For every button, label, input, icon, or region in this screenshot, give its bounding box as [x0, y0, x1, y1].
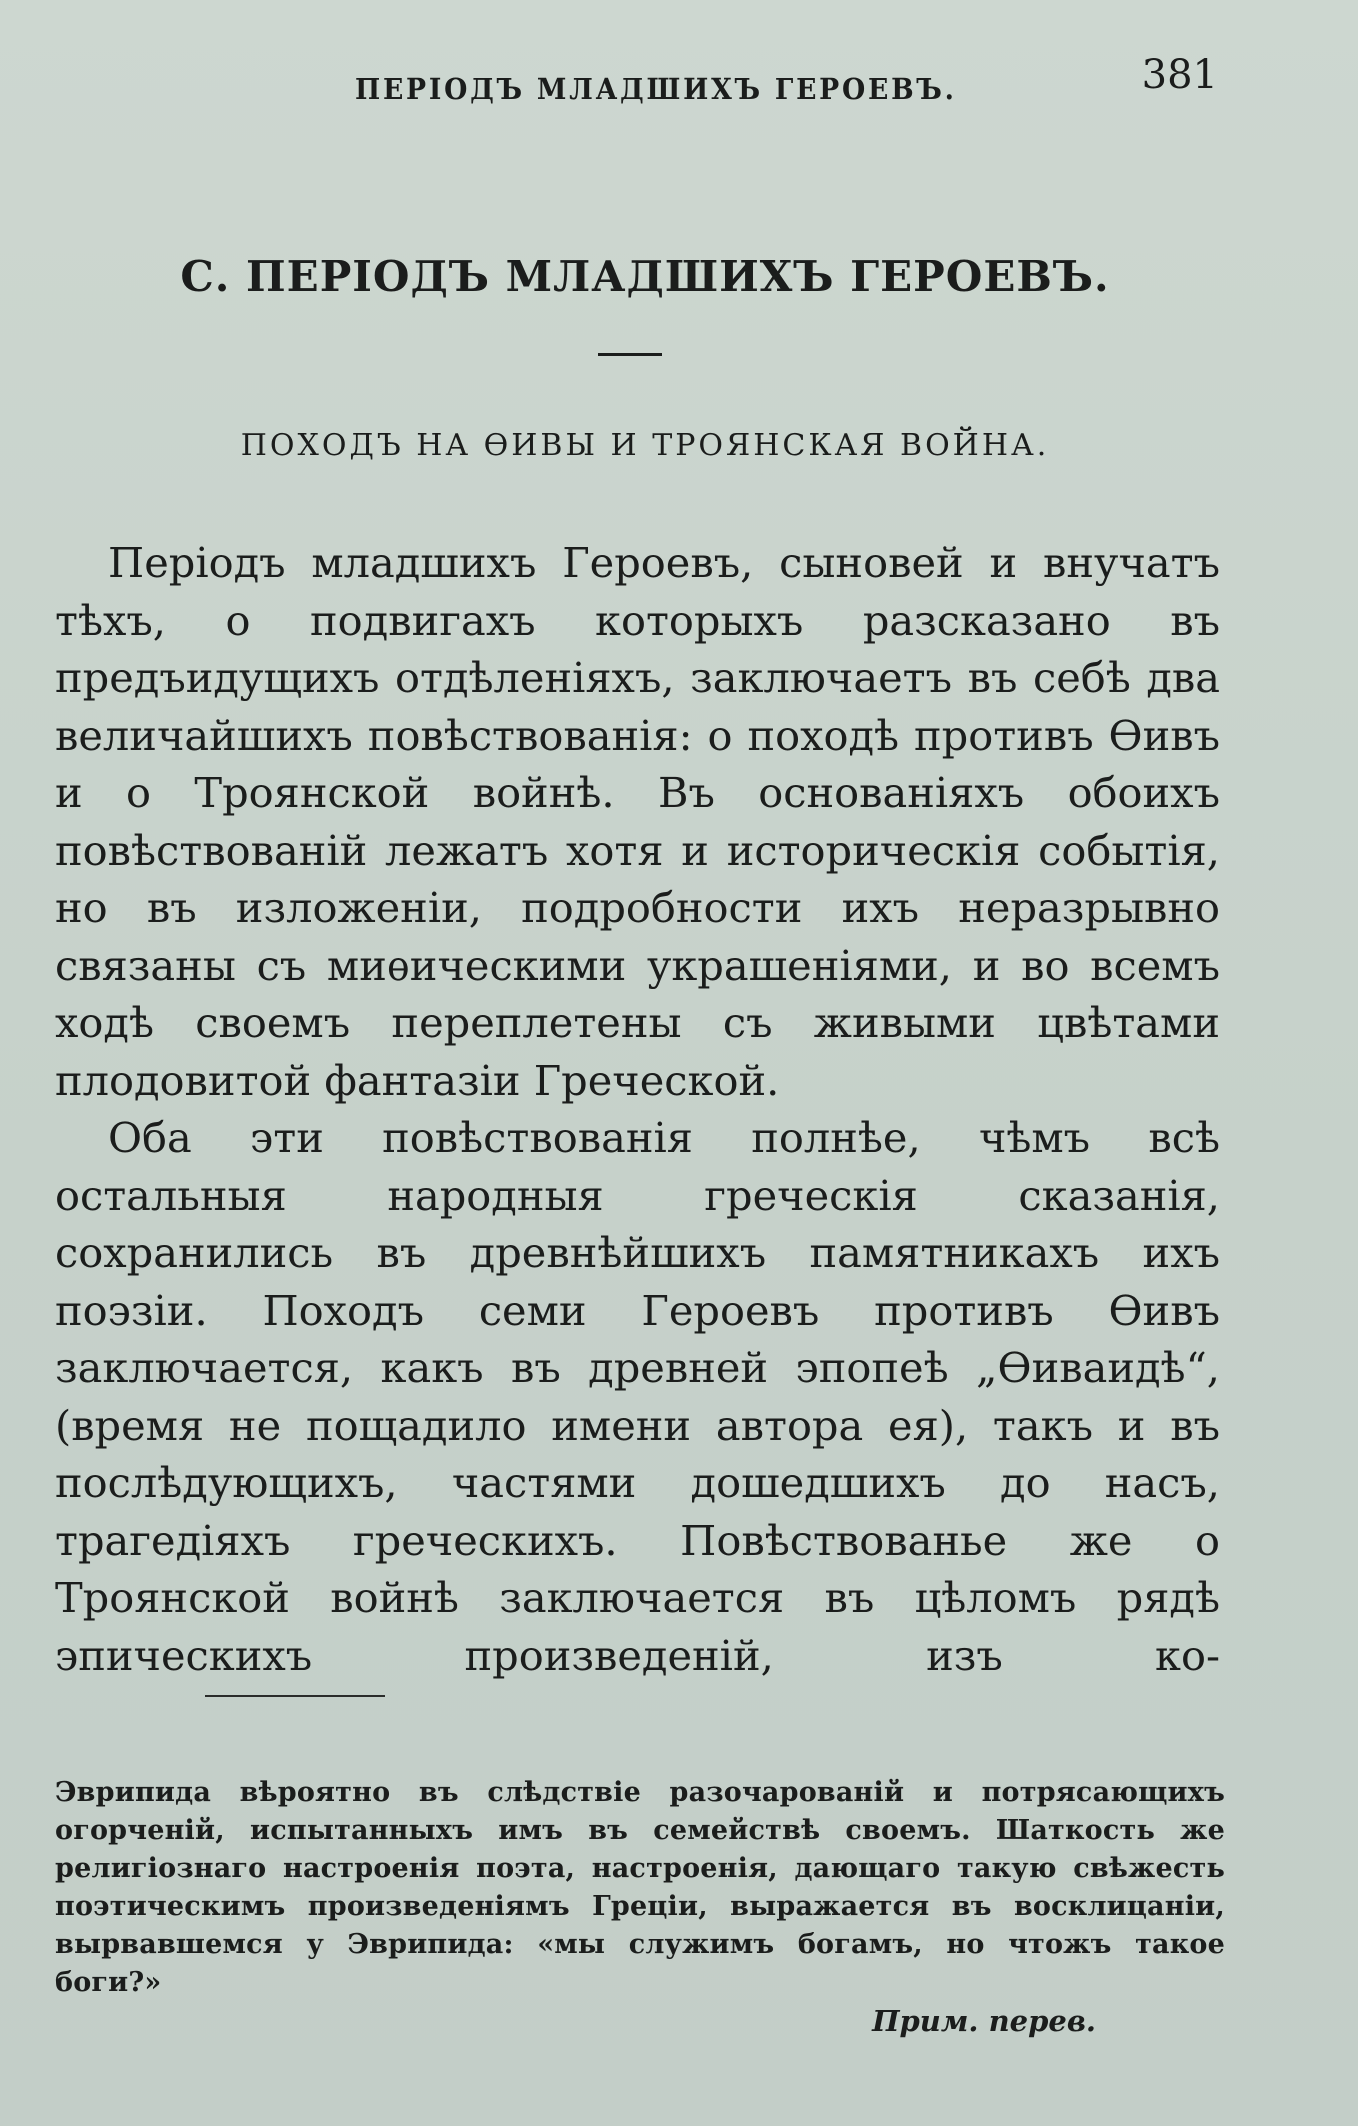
paragraph: Періодъ младшихъ Героевъ, сыновей и внучатъ тѣхъ, о подвигахъ которыхъ разсказано въ предъидущихъ отдѣленіяхъ, заключаетъ въ себѣ два величайшихъ повѣствованія: о походѣ противъ Ѳивъ и о Троянской войнѣ. Въ основаніяхъ обоихъ повѣствованій лежатъ хотя и историческія событія, но въ изложеніи, подробности ихъ неразрывно связаны съ миѳическими украшеніями, и во всемъ ходѣ своемъ переплетены съ живыми цвѣтами плодовитой фантазіи Греческой.: [55, 538, 1220, 1105]
page-number: 381: [1141, 52, 1218, 98]
section-subtitle: ПОХОДЪ НА ѲИВЫ И ТРОЯНСКАЯ ВОЙНА.: [240, 428, 1050, 463]
running-title: ПЕРІОДЪ МЛАДШИХЪ ГЕРОЕВЪ.: [355, 72, 957, 106]
footnote-text: Эврипида вѣроятно въ слѣдствіе разочарованій и потрясающихъ огорченій, испытанныхъ имъ въ семействѣ своемъ. Шаткость же религіознаго настроенія поэта, настроенія, дающаго такую свѣжесть поэтическимъ произведеніямъ Греціи, выражается въ восклицаніи, вырвавшемся у Эврипида: «мы служимъ богамъ, но чтожъ такое боги?»: [55, 1777, 1225, 1998]
footnote-signature: Прим. перев.: [872, 2004, 1096, 2038]
footnote-divider: [205, 1695, 385, 1697]
main-text: [55, 534, 1220, 1684]
section-divider: [598, 353, 662, 356]
section-title: С. ПЕРІОДЪ МЛАДШИХЪ ГЕРОЕВЪ.: [180, 252, 1110, 301]
paragraph: Оба эти повѣствованія полнѣе, чѣмъ всѣ остальныя народныя греческія сказанія, сохранились въ древнѣйшихъ памятникахъ ихъ поэзіи. Походъ семи Героевъ противъ Ѳивъ заключается, какъ въ древней эпопеѣ „Ѳиваидѣ“, (время не пощадило имени автора ея), такъ и въ послѣдующихъ, частями дошедшихъ до насъ, трагедіяхъ греческихъ. Повѣствованье же о Троянской войнѣ заключается въ цѣломъ рядѣ эпическихъ произведеній, изъ ко-: [55, 1113, 1220, 1680]
